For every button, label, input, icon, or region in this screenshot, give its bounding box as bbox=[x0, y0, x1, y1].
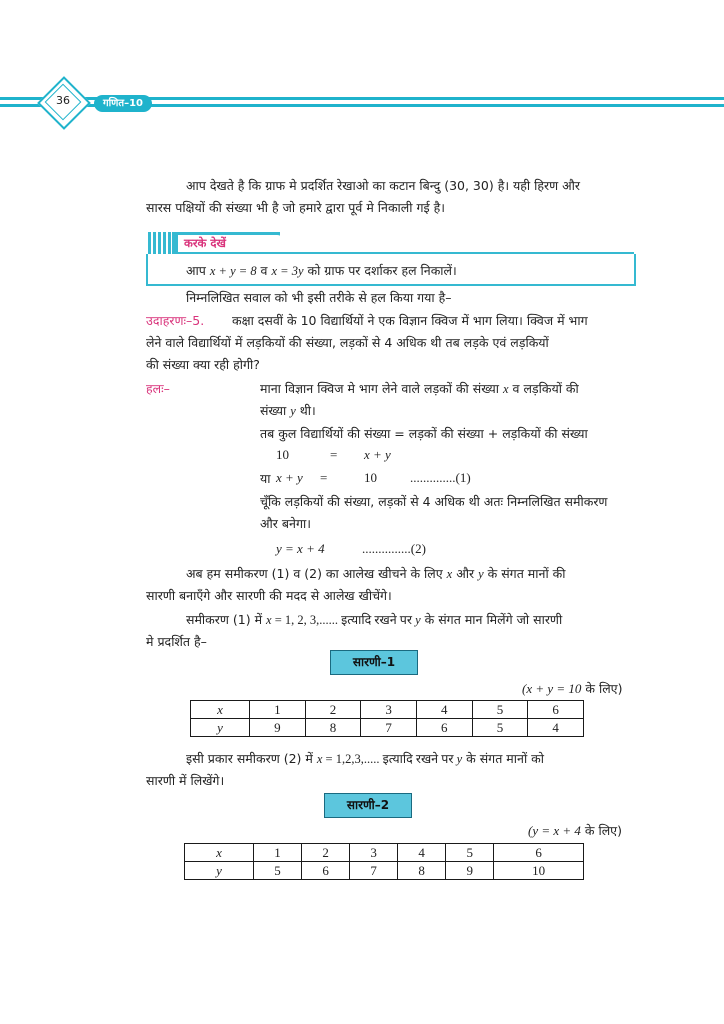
example-line1: कक्षा दसवीं के 10 विद्यार्थियों ने एक विज्ञान क्विज में भाग लिया। क्विज में भाग bbox=[232, 313, 588, 328]
table-row-x bbox=[191, 701, 584, 719]
activity-text-before: आप bbox=[186, 263, 210, 278]
table-cell: 4 bbox=[416, 701, 472, 719]
var-y: y bbox=[415, 613, 421, 627]
eqA-lhs: 10 bbox=[276, 447, 289, 462]
eqB-rhs: 10 bbox=[364, 470, 377, 485]
eqC: y = x + 4 bbox=[276, 541, 325, 556]
table2-note bbox=[528, 822, 622, 839]
activity-eq2: x = 3y bbox=[271, 264, 304, 278]
var-x: x bbox=[502, 382, 509, 396]
eqB-eq: = bbox=[320, 470, 328, 485]
var-x: x bbox=[446, 567, 453, 581]
para3-a: अब हम समीकरण (1) व (2) का आलेख खीचने के लिए bbox=[186, 566, 447, 581]
row-label-x: x bbox=[185, 844, 254, 862]
activity-eq1: x + y = 8 bbox=[209, 264, 257, 278]
table-cell: 5 bbox=[472, 701, 528, 719]
eqC-number: ...............(2) bbox=[362, 541, 426, 556]
para5-line2: सारणी में लिखेंगे। bbox=[146, 773, 225, 788]
solution-line2 bbox=[260, 402, 316, 419]
table2-caption: सारणी–2 bbox=[324, 793, 412, 818]
table2 bbox=[184, 843, 584, 880]
activity-text-after: को ग्राफ पर दर्शाकर हल निकालें। bbox=[303, 263, 457, 278]
var-y: y bbox=[478, 567, 484, 581]
para4-b: = 1, 2, 3,...... इत्यादि रखने पर bbox=[271, 613, 416, 627]
para5-b: = 1,2,3,..... इत्यादि रखने पर bbox=[322, 752, 457, 766]
table-cell: 5 bbox=[472, 719, 528, 737]
table-cell: 3 bbox=[350, 844, 398, 862]
table-cell: 1 bbox=[250, 701, 306, 719]
para3-c: के संगत मानों की bbox=[483, 566, 566, 581]
solution-line5: और बनेगा। bbox=[260, 516, 311, 531]
para1-line2: सारस पक्षियों की संख्या भी है जो हमारे द्वारा पूर्व मे निकाली गई है। bbox=[146, 200, 445, 215]
table1-caption: सारणी–1 bbox=[330, 650, 418, 675]
table1-note-text: के लिए) bbox=[581, 681, 623, 696]
table2-note-text: के लिए) bbox=[580, 823, 622, 838]
table1-note bbox=[522, 680, 622, 697]
table-cell: 6 bbox=[302, 862, 350, 880]
eqA-eq: = bbox=[330, 447, 338, 462]
table-cell: 6 bbox=[494, 844, 584, 862]
table-row-y bbox=[185, 862, 584, 880]
page-number: 36 bbox=[56, 94, 70, 107]
table-cell: 8 bbox=[398, 862, 446, 880]
eqB-prefix: या bbox=[260, 471, 271, 486]
para3-b: और bbox=[452, 566, 479, 581]
example-line3: की संख्या क्या रही होगी? bbox=[146, 357, 260, 372]
table-cell: 7 bbox=[350, 862, 398, 880]
example-line2: लेने वाले विद्यार्थियों में लड़कियों की संख्या, लड़कों से 4 अधिक थी तब लड़के एवं लड़कियों bbox=[146, 335, 549, 350]
var-y: y bbox=[290, 404, 296, 418]
solution-label: हलः– bbox=[146, 381, 170, 396]
table-cell: 4 bbox=[398, 844, 446, 862]
para2: निम्नलिखित सवाल को भी इसी तरीके से हल किया गया है– bbox=[186, 290, 452, 305]
solution-line1-b: व लड़कियों की bbox=[508, 381, 579, 396]
table-cell: 5 bbox=[446, 844, 494, 862]
table1-note-eq: (x + y = 10 bbox=[522, 681, 582, 696]
para1-line1: आप देखते है कि ग्राफ मे प्रदर्शित रेखाओ का कटान बिन्दु (30, 30) है। यही हिरण और bbox=[186, 178, 581, 193]
para5-a: इसी प्रकार समीकरण (2) में bbox=[186, 751, 317, 766]
row-label-y: y bbox=[185, 862, 254, 880]
eqB-number: ..............(1) bbox=[410, 470, 471, 485]
var-y: y bbox=[456, 752, 463, 766]
para5-c: के संगत मानों को bbox=[462, 751, 544, 766]
activity-label: करके देखें bbox=[178, 235, 284, 252]
activity-text bbox=[186, 262, 457, 279]
para5-line1 bbox=[186, 750, 544, 767]
solution-line1 bbox=[260, 380, 579, 397]
table-cell: 6 bbox=[528, 701, 584, 719]
table-cell: 9 bbox=[446, 862, 494, 880]
row-label-x: x bbox=[191, 701, 250, 719]
table-row-x bbox=[185, 844, 584, 862]
eqA-rhs: x + y bbox=[364, 447, 391, 462]
table-cell: 3 bbox=[361, 701, 417, 719]
var-x: x bbox=[266, 613, 272, 627]
table-cell: 10 bbox=[494, 862, 584, 880]
para3-line2: सारणी बनाएँगे और सारणी की मदद से आलेख खीचेंगे। bbox=[146, 588, 392, 603]
activity-text-mid: व bbox=[256, 263, 272, 278]
solution-line1-a: माना विज्ञान क्विज मे भाग लेने वाले लड़कों की संख्या bbox=[260, 381, 503, 396]
table-row-y bbox=[191, 719, 584, 737]
eqB-lhs: x + y bbox=[276, 470, 303, 485]
table-cell: 1 bbox=[254, 844, 302, 862]
table-cell: 7 bbox=[361, 719, 417, 737]
para4-c: के संगत मान मिलेंगे जो सारणी bbox=[420, 612, 563, 627]
para4-a: समीकरण (1) में bbox=[186, 612, 267, 627]
row-label-y: y bbox=[191, 719, 250, 737]
solution-line2-a: संख्या bbox=[260, 403, 291, 418]
para4-line1 bbox=[186, 611, 562, 628]
solution-line4: चूँकि लड़कियों की संख्या, लड़कों से 4 अधिक थी अतः निम्नलिखित समीकरण bbox=[260, 494, 608, 509]
activity-header-stripes bbox=[146, 232, 172, 254]
solution-line3: तब कुल विद्यार्थियों की संख्या = लड़कों की संख्या + लड़कियों की संख्या bbox=[260, 426, 588, 441]
table-cell: 9 bbox=[250, 719, 306, 737]
table-cell: 4 bbox=[528, 719, 584, 737]
var-x: x bbox=[316, 752, 323, 766]
table-cell: 2 bbox=[305, 701, 361, 719]
table-cell: 8 bbox=[305, 719, 361, 737]
example-label: उदाहरणः–5. bbox=[146, 313, 205, 328]
table1 bbox=[190, 700, 584, 737]
para4-line2: मे प्रदर्शित है– bbox=[146, 634, 207, 649]
running-title: गणित–10 bbox=[94, 95, 152, 112]
table-cell: 5 bbox=[254, 862, 302, 880]
table-cell: 2 bbox=[302, 844, 350, 862]
solution-line2-b: थी। bbox=[295, 403, 316, 418]
table-cell: 6 bbox=[416, 719, 472, 737]
table2-note-eq: (y = x + 4 bbox=[528, 823, 581, 838]
para3-line1 bbox=[186, 565, 566, 582]
